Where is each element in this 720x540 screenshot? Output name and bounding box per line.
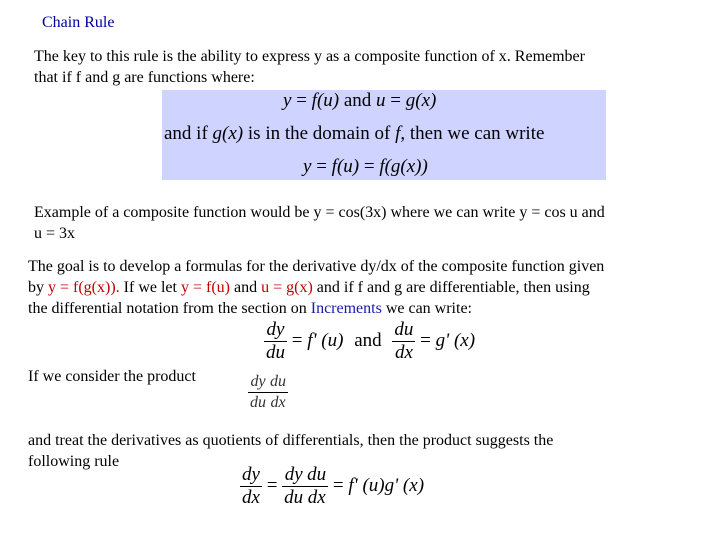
arg-x: (x)	[222, 123, 244, 144]
g-prime-x: g' (x)	[435, 329, 476, 351]
box-line-1	[283, 90, 436, 112]
product-expression	[248, 372, 288, 413]
composite-highlight: y = f(g(x)).	[48, 279, 120, 296]
var-y: y	[283, 90, 292, 111]
treat-line-2: following rule	[28, 453, 120, 470]
goal-line-2	[28, 277, 718, 298]
equals: =	[390, 90, 401, 111]
intro-line-2: that if f and g are functions where:	[34, 69, 255, 86]
equals: =	[296, 90, 307, 111]
dy-dx-fraction	[240, 464, 262, 509]
increments-link[interactable]: Increments	[310, 300, 382, 317]
var-f: f	[395, 123, 401, 144]
equals: =	[266, 474, 278, 496]
denominator-du: du	[284, 487, 304, 508]
var-g: g	[405, 90, 416, 111]
arg-u: (u)	[316, 90, 340, 111]
goal-text: If we let	[119, 279, 181, 296]
numerator-dy: dy	[248, 372, 268, 393]
numerator-dy: dy	[264, 319, 287, 342]
denominator-dx: dx	[394, 342, 413, 363]
derivative-equations	[264, 319, 475, 364]
dy-du-fraction	[248, 372, 268, 413]
equals: =	[316, 156, 327, 177]
and-word: and	[343, 90, 372, 111]
arg-x: (x)	[415, 90, 437, 111]
denominator-du: du	[250, 394, 266, 411]
arg-u: (u)	[336, 156, 360, 177]
goal-text: and if f and g are differentiable, then using	[312, 279, 590, 296]
numerator-dy: dy	[282, 464, 305, 487]
du-dx-fraction	[305, 464, 328, 509]
goal-text: we can write:	[381, 300, 472, 317]
intro-paragraph	[34, 46, 585, 88]
page-title: Chain Rule	[42, 14, 115, 31]
box-line-2-middle: is in the domain of	[247, 123, 391, 144]
goal-text: and	[230, 279, 262, 296]
numerator-du: du	[307, 464, 327, 485]
intro-line-1: The key to this rule is the ability to express y as a composite function of x. Remember	[34, 48, 585, 65]
equals: =	[332, 474, 344, 496]
var-f: f	[379, 156, 385, 177]
example-line-1: Example of a composite function would be y = cos(3x) where we can write y = cos u and	[34, 204, 605, 221]
arg-g-of-x: (g(x))	[384, 156, 428, 177]
equals: =	[291, 329, 303, 351]
numerator-du: du	[268, 372, 288, 393]
goal-text: by	[28, 279, 48, 296]
product-label: If we consider the product	[28, 368, 196, 385]
denominator-dx: dx	[307, 487, 326, 508]
example-line-2: u = 3x	[34, 225, 76, 242]
goal-line-1: The goal is to develop a formulas for the derivative dy/dx of the composite function given	[28, 258, 605, 275]
var-f: f	[331, 156, 337, 177]
box-line-3	[303, 156, 428, 178]
denominator-dx: dx	[242, 487, 260, 508]
f-prime-u: f' (u)	[307, 329, 344, 351]
denominator-du: du	[266, 342, 285, 363]
var-f: f	[311, 90, 317, 111]
numerator-dy: dy	[242, 464, 260, 485]
var-y: y	[303, 156, 312, 177]
dy-du-fraction	[282, 464, 305, 509]
box-line-2-suffix: , then we can write	[400, 123, 545, 144]
numerator-du: du	[394, 319, 414, 340]
box-line-2-prefix: and if	[164, 123, 208, 144]
equals: =	[420, 329, 431, 351]
denominator-dx: dx	[270, 394, 286, 411]
u-highlight: u = g(x)	[261, 279, 313, 296]
treat-line-1: and treat the derivatives as quotients of differentials, then the product suggests the	[28, 432, 554, 449]
dy-du-fraction	[264, 319, 287, 364]
goal-line-3	[28, 298, 718, 319]
box-line-2	[164, 123, 544, 145]
du-dx-fraction	[268, 372, 288, 413]
example-paragraph	[34, 202, 605, 244]
var-u: u	[376, 90, 386, 111]
equals: =	[363, 156, 375, 177]
goal-paragraph	[28, 256, 718, 319]
and-word: and	[354, 329, 382, 351]
var-g: g	[212, 123, 223, 144]
chain-rule-formula	[240, 464, 424, 509]
y-highlight: y = f(u)	[180, 279, 230, 296]
goal-text: the differential notation from the section on	[28, 300, 311, 317]
chain-rule-result: f' (u)g' (x)	[348, 474, 425, 496]
du-dx-fraction	[392, 319, 415, 364]
